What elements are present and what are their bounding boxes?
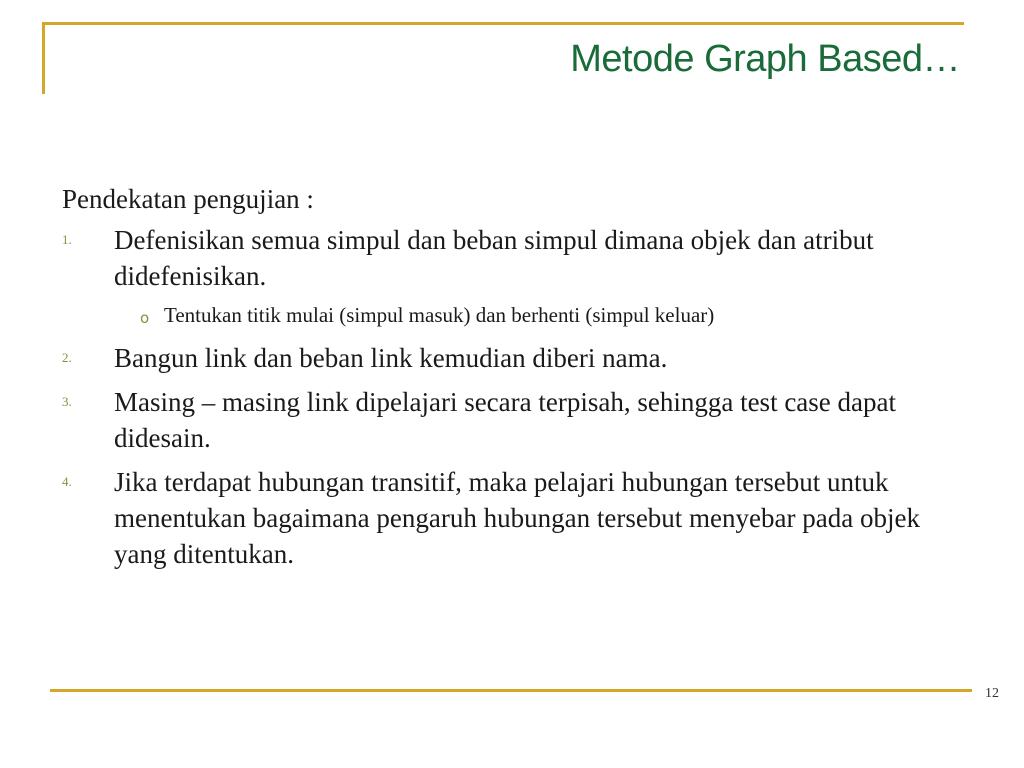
slide-title: Metode Graph Based… [570, 38, 960, 80]
sub-list-item [62, 300, 962, 330]
list-number: 1. [62, 232, 72, 247]
top-frame-line [42, 22, 964, 25]
left-frame-line [42, 22, 45, 94]
sub-list-item-text: Tentukan titik mulai (simpul masuk) dan berhenti (simpul keluar) [164, 303, 715, 327]
list-item-text: Bangun link dan beban link kemudian diberi nama. [114, 343, 668, 373]
intro-text: Pendekatan pengujian : [62, 184, 314, 214]
footer-line [50, 689, 972, 692]
list-item [62, 384, 962, 456]
list-item [62, 464, 962, 572]
list-item-text: Jika terdapat hubungan transitif, maka pelajari hubungan tersebut untuk menentukan bagaimana pengaruh hubungan tersebut menyebar pada objek yang ditentukan. [114, 467, 920, 569]
list-item-text: Defenisikan semua simpul dan beban simpul dimana objek dan atribut didefenisikan. [114, 225, 874, 291]
list-item [62, 222, 962, 294]
circle-bullet-icon: o [140, 309, 150, 327]
list-number: 4. [62, 474, 72, 489]
slide-body [62, 180, 962, 580]
list-number: 2. [62, 350, 72, 365]
list-item [62, 340, 962, 376]
list-item-text: Masing – masing link dipelajari secara terpisah, sehingga test case dapat didesain. [114, 387, 896, 453]
page-number: 12 [985, 686, 999, 701]
list-number: 3. [62, 394, 72, 409]
